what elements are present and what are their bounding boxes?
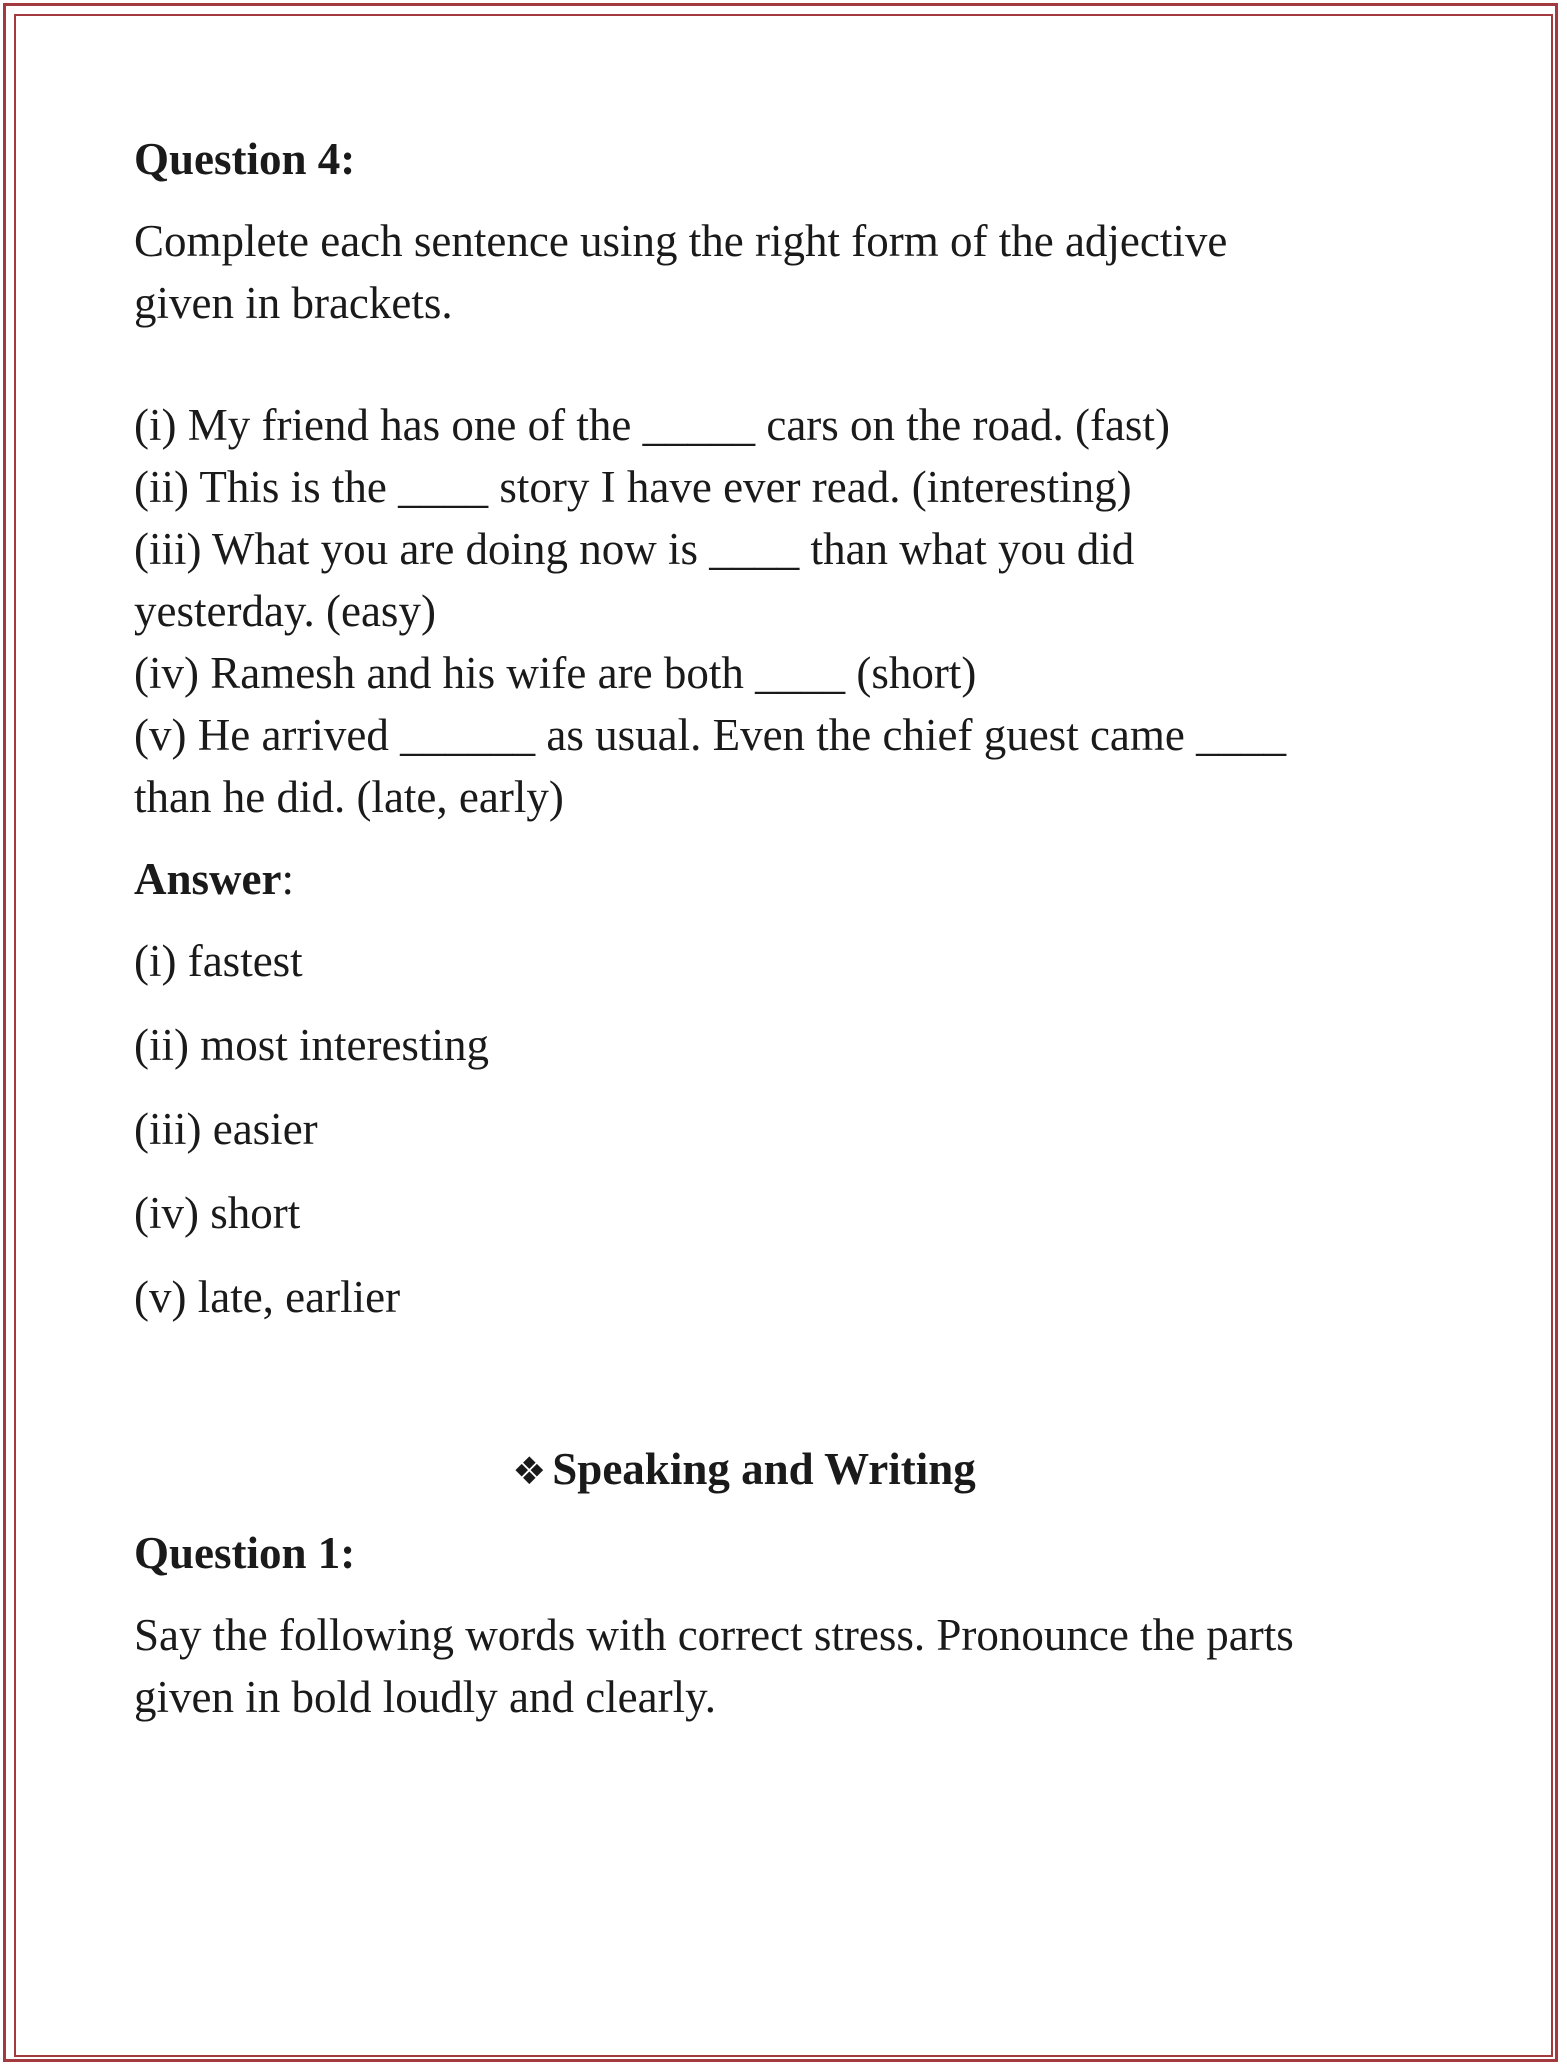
answer-label: Answer xyxy=(134,854,282,904)
question-item: (iii) What you are doing now is ____ than what you did xyxy=(134,524,1135,574)
question-4-instruction xyxy=(134,210,1454,334)
question-item: yesterday. (easy) xyxy=(134,586,436,636)
question-item: (v) He arrived ______ as usual. Even the chief guest came ____ xyxy=(134,710,1287,760)
answer-item: (i) fastest xyxy=(134,936,303,986)
question-4-heading: Question 4: xyxy=(134,134,356,184)
answer-colon: : xyxy=(281,854,294,904)
question-item: (i) My friend has one of the _____ cars on the road. (fast) xyxy=(134,400,1170,450)
answer-item: (iv) short xyxy=(134,1188,301,1238)
instruction-line: given in brackets. xyxy=(134,278,453,328)
question-1-instruction xyxy=(134,1604,1454,1728)
answer-item: (ii) most interesting xyxy=(134,1020,489,1070)
question-4-items xyxy=(134,394,1454,828)
instruction-line: Complete each sentence using the right form of the adjective xyxy=(134,216,1228,266)
diamond-bullet-icon: ❖ xyxy=(512,1449,547,1493)
question-item: (ii) This is the ____ story I have ever read. (interesting) xyxy=(134,462,1132,512)
question-1-heading: Question 1: xyxy=(134,1528,356,1578)
answer-heading xyxy=(134,848,1454,910)
question-item: than he did. (late, early) xyxy=(134,772,564,822)
answer-item: (v) late, earlier xyxy=(134,1272,401,1322)
section-heading xyxy=(134,1438,1454,1502)
section-title: Speaking and Writing xyxy=(552,1444,976,1494)
answer-item: (iii) easier xyxy=(134,1104,318,1154)
question-item: (iv) Ramesh and his wife are both ____ (short) xyxy=(134,648,977,698)
document-content xyxy=(134,128,1454,1728)
instruction-line: Say the following words with correct stress. Pronounce the parts xyxy=(134,1610,1294,1660)
answer-list xyxy=(134,930,1454,1328)
instruction-line: given in bold loudly and clearly. xyxy=(134,1672,716,1722)
